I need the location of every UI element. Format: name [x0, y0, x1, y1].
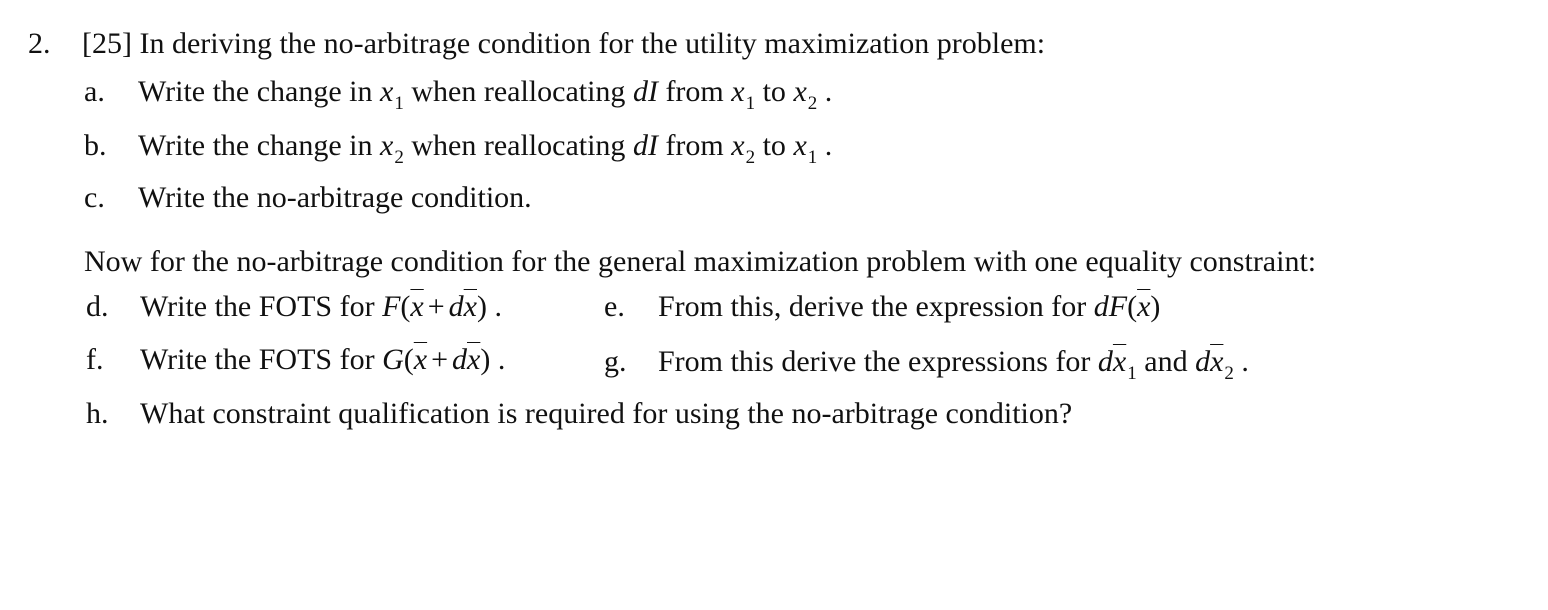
item-text: Write the no-arbitrage condition.: [138, 181, 532, 214]
item-label: d.: [86, 290, 109, 323]
item-label: b.: [84, 129, 107, 162]
math-vector: $\overline{x}$: [1112, 345, 1127, 378]
math-vector: $\overline{x}$: [413, 343, 428, 376]
math-vector: $\overline{x}$: [463, 290, 477, 323]
item-label: c.: [84, 181, 105, 214]
item-text: Write the FOTS for $F(\overline{x} + d\overline{x})$ .: [140, 290, 502, 323]
item-f: [86, 342, 506, 378]
math-function: G: [382, 343, 404, 376]
question-number: 2.: [28, 27, 51, 60]
math-variable: x: [793, 75, 807, 108]
question-intro: [25] In deriving the no-arbitrage condition for the utility maximization problem:: [82, 27, 1046, 60]
item-c: [84, 180, 532, 216]
math-variable: x: [731, 75, 745, 108]
math-vector: $\overline{x}$: [1210, 345, 1224, 378]
math-variable: x: [380, 75, 394, 108]
item-text: From this, derive the expression for $dF(\overline{x})$: [658, 290, 1161, 323]
math-variable: x: [793, 129, 807, 162]
item-label: h.: [86, 397, 109, 430]
item-label: f.: [86, 343, 104, 376]
item-label: a.: [84, 75, 105, 108]
math-variable: x: [731, 129, 745, 162]
math-vector: $\overline{x}$: [410, 290, 424, 323]
math-dF: dF: [1093, 290, 1128, 323]
math-dI: dI: [632, 129, 658, 162]
item-label: e.: [604, 290, 625, 323]
item-text: From this derive the expressions for $d\overline{x}_1$ and $d\overline{x}_2$ .: [658, 345, 1249, 384]
item-h: [86, 396, 1073, 432]
item-e: [604, 289, 1161, 325]
math-vector: $\overline{x}$: [1137, 290, 1151, 323]
item-b: [84, 128, 833, 168]
math-variable: x: [380, 129, 394, 162]
item-text: What constraint qualification is required for using the no-arbitrage condition?: [140, 397, 1073, 430]
question-header: [28, 26, 1046, 62]
item-text: Write the change in $x_1$ when reallocating dI from $x_1$ to $x_2$ .: [138, 75, 833, 114]
math-function: F: [382, 290, 401, 323]
item-text: Write the change in $x_2$ when reallocating dI from $x_2$ to $x_1$ .: [138, 129, 833, 168]
item-g: [604, 344, 1249, 384]
item-a: [84, 74, 833, 114]
item-d: [86, 289, 502, 325]
general-intro: Now for the no-arbitrage condition for the general maximization problem with one equality constraint:: [84, 245, 1317, 278]
math-dI: dI: [632, 75, 658, 108]
item-text: Write the FOTS for $G(\overline{x} + d\overline{x})$ .: [140, 343, 506, 376]
math-vector: $\overline{x}$: [467, 343, 481, 376]
item-label: g.: [604, 345, 627, 378]
